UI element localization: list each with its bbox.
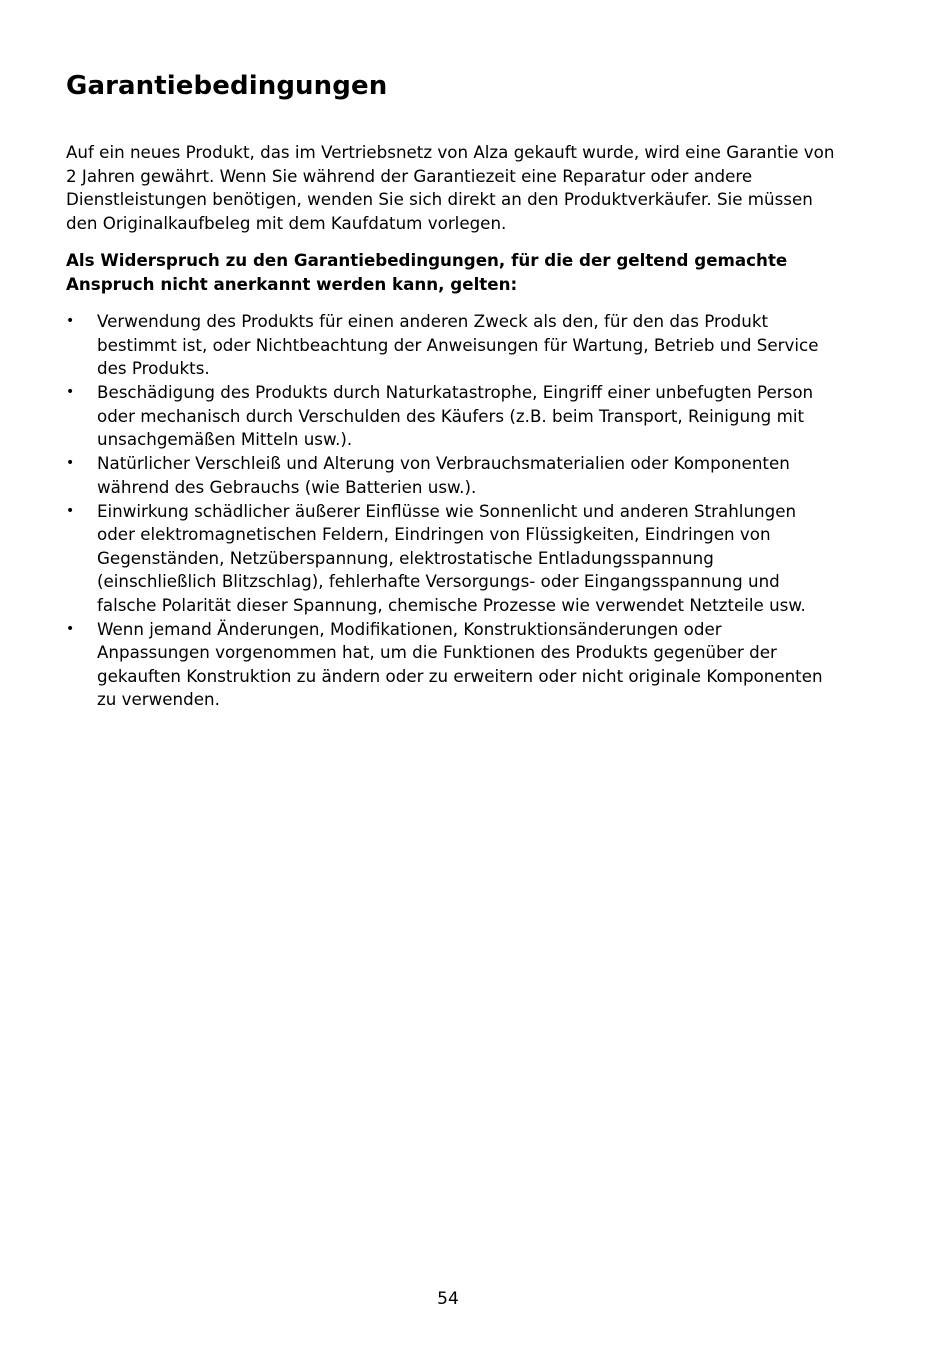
- list-item-text: Einwirkung schädlicher äußerer Einflüsse wie Sonnenlicht und anderen Strahlungen oder elektromagnetischen Feldern, Eindringen von Flüssigkeiten, Eindringen von Gegenständen, Netzüberspannung, elektrostatische Entladungsspannung (einschließlich Blitzschlag), fehlerhafte Versorgungs- oder Eingangsspannung und falsche Polarität dieser Spannung, chemische Prozesse wie verwendet Netzteile usw.: [97, 500, 806, 615]
- bullet-icon: •: [66, 384, 75, 400]
- list-item-text: Beschädigung des Produkts durch Naturkatastrophe, Eingriff einer unbefugten Person oder mechanisch durch Verschulden des Käufers (z.B. beim Transport, Reinigung mit unsachgemäßen Mitteln usw.).: [97, 382, 814, 449]
- list-item: [66, 381, 836, 452]
- bullet-icon: •: [66, 313, 75, 329]
- list-item-text: Wenn jemand Änderungen, Modifikationen, Konstruktionsänderungen oder Anpassungen vorgenommen hat, um die Funktionen des Produkts gegenüber der gekauften Konstruktion zu ändern oder zu erweitern oder nicht originale Komponenten zu verwenden.: [97, 618, 823, 709]
- document-body: [66, 141, 836, 712]
- bullet-icon: •: [66, 455, 75, 471]
- list-item-text: Verwendung des Produkts für einen anderen Zweck als den, für den das Produkt bestimmt ist, oder Nichtbeachtung der Anweisungen für Wartung, Betrieb und Service des Produkts.: [97, 311, 819, 378]
- list-item: [66, 618, 836, 712]
- list-item-text: Natürlicher Verschleiß und Alterung von Verbrauchsmaterialien oder Komponenten während des Gebrauchs (wie Batterien usw.).: [97, 453, 790, 497]
- exclusions-list: [66, 310, 836, 712]
- page-title: Garantiebedingungen: [66, 71, 388, 101]
- list-item: [66, 310, 836, 381]
- intro-paragraph: Auf ein neues Produkt, das im Vertriebsnetz von Alza gekauft wurde, wird eine Garantie von 2 Jahren gewährt. Wenn Sie während der Garantiezeit eine Reparatur oder andere Dienstleistungen benötigen, wenden Sie sich direkt an den Produktverkäufer. Sie müssen den Originalkaufbeleg mit dem Kaufdatum vorlegen.: [66, 142, 835, 233]
- exclusions-heading: Als Widerspruch zu den Garantiebedingungen, für die der geltend gemachte Anspruch nicht anerkannt werden kann, gelten:: [66, 250, 788, 294]
- bullet-icon: •: [66, 502, 75, 519]
- list-item: [66, 500, 836, 618]
- list-item: [66, 452, 836, 499]
- page-number: 54: [437, 1289, 459, 1309]
- bullet-icon: •: [66, 620, 75, 637]
